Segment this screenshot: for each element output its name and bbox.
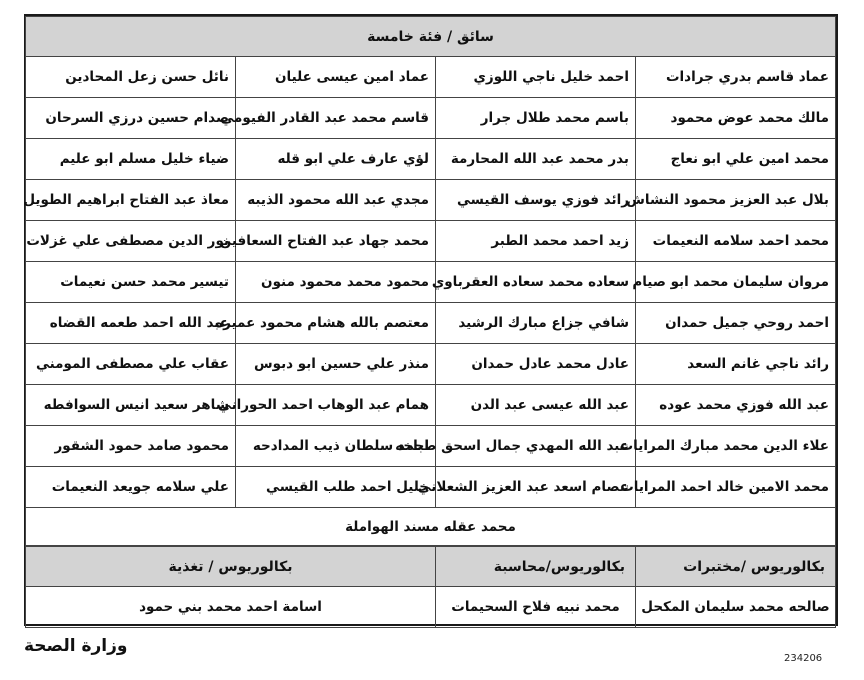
- name-cell: زيد احمد محمد الطبر: [436, 221, 636, 262]
- name-cell: رائد ناجي غانم السعد: [636, 344, 836, 385]
- names-body: [25, 57, 835, 508]
- category-title: سائق / فئة خامسة: [25, 17, 835, 57]
- name-cell: صدام حسين درزي السرحان: [25, 98, 235, 139]
- name-cell: محمد جهاد عبد الفتاح السعافين: [236, 221, 436, 262]
- name-cell: شاهر سعيد انيس السوافطه: [25, 385, 235, 426]
- table-row: [25, 467, 835, 508]
- name-cell: عبد الله المهدي جمال اسحق طباخه: [436, 426, 636, 467]
- table-row: [25, 262, 835, 303]
- table-row: [25, 180, 835, 221]
- sections-table: [25, 546, 836, 628]
- name-cell: همام عبد الوهاب احمد الحوراني: [236, 385, 436, 426]
- name-cell: نائل حسن زعل المحادين: [25, 57, 235, 98]
- ad-code: 234206: [784, 653, 823, 664]
- table-row: [25, 426, 835, 467]
- name-cell: عماد قاسم بدري جرادات: [636, 57, 836, 98]
- name-cell: شافي جزاع مبارك الرشيد: [436, 303, 636, 344]
- name-cell: محمد امين علي ابو نعاج: [636, 139, 836, 180]
- table-row: [25, 139, 835, 180]
- name-cell: عقاب علي مصطفى المومني: [25, 344, 235, 385]
- name-cell: بدر محمد عبد الله المحارمة: [436, 139, 636, 180]
- name-cell: معاذ عبد الفتاح ابراهيم الطويل: [25, 180, 235, 221]
- name-cell: احمد روحي جميل حمدان: [636, 303, 836, 344]
- names-table: [25, 16, 836, 546]
- name-cell: علي سلامه جويعد النعيمات: [25, 467, 235, 508]
- table-row: [25, 344, 835, 385]
- table-row: [25, 385, 835, 426]
- name-cell: عبد الله فوزي محمد عوده: [636, 385, 836, 426]
- name-cell: بلال عبد العزيز محمود النشاش: [636, 180, 836, 221]
- section-title: بكالوريوس / تغذية: [26, 547, 436, 587]
- sections-header-row: [26, 547, 836, 587]
- category-header-row: [25, 17, 835, 57]
- name-cell: مالك محمد عوض محمود: [636, 98, 836, 139]
- name-cell: نور الدين مصطفى علي غزلات: [25, 221, 235, 262]
- name-cell: خليل احمد طلب القيسي: [236, 467, 436, 508]
- section-name: اسامة احمد محمد بني حمود: [26, 587, 436, 628]
- name-cell: مروان سليمان محمد ابو صيام: [636, 262, 836, 303]
- name-cell: علاء الدين محمد مبارك المرايات: [636, 426, 836, 467]
- name-cell: احمد سلطان ذيب المدادحه: [236, 426, 436, 467]
- table-row: [25, 303, 835, 344]
- section-name: صالحه محمد سليمان المكحل: [636, 587, 836, 628]
- table-row: [25, 57, 835, 98]
- name-cell: عبد الله احمد طعمه القضاه: [25, 303, 235, 344]
- name-cell: قاسم محمد عبد القادر الفيومي: [236, 98, 436, 139]
- name-cell: محمد احمد سلامه النعيمات: [636, 221, 836, 262]
- section-name: محمد نبيه فلاح السحيمات: [436, 587, 636, 628]
- name-cell: عادل محمد عادل حمدان: [436, 344, 636, 385]
- table-row: [25, 98, 835, 139]
- name-cell: احمد خليل ناجي اللوزي: [436, 57, 636, 98]
- name-cell: ضياء خليل مسلم ابو عليم: [25, 139, 235, 180]
- name-cell: تيسير محمد حسن نعيمات: [25, 262, 235, 303]
- name-cell: محمد الامين خالد احمد المرايات: [636, 467, 836, 508]
- announcement-frame: [24, 14, 838, 626]
- name-cell: سعاده محمد سعاده العقرباوي: [436, 262, 636, 303]
- name-cell: عصام اسعد عبد العزيز الشعلاني: [436, 467, 636, 508]
- name-cell: معتصم بالله هشام محمود عميره: [236, 303, 436, 344]
- single-name: محمد عقله مسند الهواملة: [25, 508, 835, 546]
- name-cell: محمود صامد حمود الشقور: [25, 426, 235, 467]
- name-cell: عبد الله عيسى عبد الدن: [436, 385, 636, 426]
- name-cell: مجدي عبد الله محمود الذيبه: [236, 180, 436, 221]
- name-cell: محمود محمد محمود منون: [236, 262, 436, 303]
- ministry-name: وزارة الصحة: [24, 636, 128, 656]
- table-row: [25, 221, 835, 262]
- name-cell: لؤي عارف علي ابو قله: [236, 139, 436, 180]
- sections-names-row: [26, 587, 836, 628]
- section-title: بكالوريوس /مختبرات: [636, 547, 836, 587]
- section-title: بكالوريوس/محاسبة: [436, 547, 636, 587]
- name-cell: منذر علي حسين ابو دبوس: [236, 344, 436, 385]
- name-cell: رائد فوزي يوسف القيسي: [436, 180, 636, 221]
- single-name-row: [25, 508, 835, 546]
- name-cell: عماد امين عيسى عليان: [236, 57, 436, 98]
- name-cell: باسم محمد طلال جرار: [436, 98, 636, 139]
